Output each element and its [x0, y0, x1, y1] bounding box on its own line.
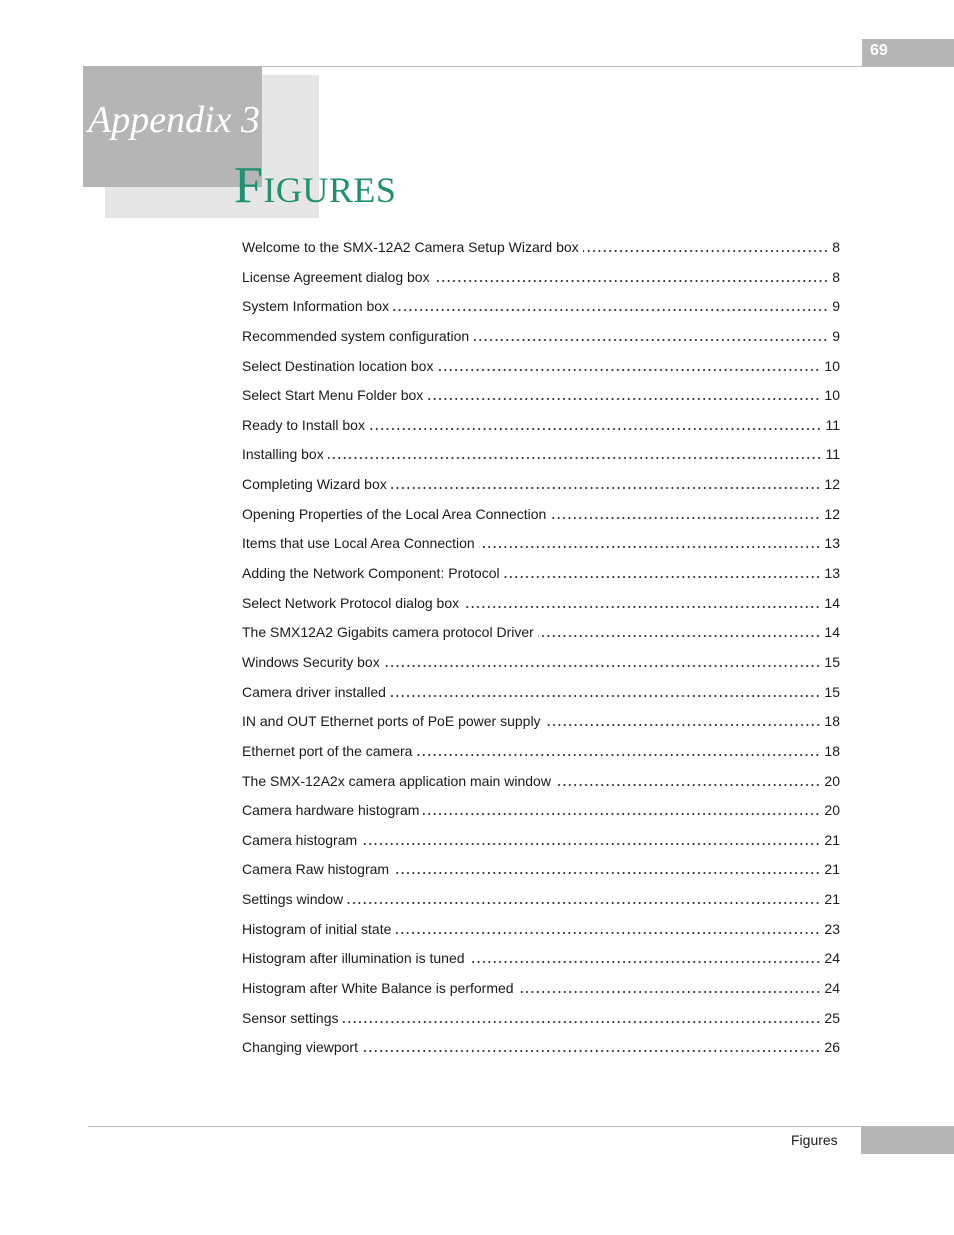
toc-entry-page: 11: [825, 446, 840, 463]
dot-leader: [384, 655, 821, 669]
dot-leader: [361, 833, 820, 847]
toc-entry-label: Settings window: [242, 891, 344, 908]
toc-entry[interactable]: [242, 263, 840, 293]
footer-tab: [861, 1127, 954, 1154]
dot-leader: [347, 892, 820, 906]
toc-entry-page: 11: [825, 416, 840, 433]
toc-entry-page: 12: [824, 476, 840, 493]
toc-entry-label: Completing Wizard box: [242, 476, 387, 493]
chapter-title: Figures: [234, 157, 397, 214]
toc-entry-page: 18: [824, 713, 840, 730]
dot-leader: [391, 477, 821, 491]
toc-entry-label: Select Destination location box: [242, 357, 434, 374]
dot-leader: [390, 685, 820, 699]
toc-entry-page: 13: [824, 535, 840, 552]
toc-entry[interactable]: [242, 737, 840, 767]
footer-section-label: Figures: [791, 1132, 838, 1148]
dot-leader: [423, 803, 820, 817]
toc-entry[interactable]: [242, 411, 840, 441]
dot-leader: [583, 240, 829, 254]
toc-entry[interactable]: [242, 855, 840, 885]
toc-entry[interactable]: [242, 707, 840, 737]
toc-entry-label: Histogram after illumination is tuned: [242, 950, 465, 967]
toc-entry[interactable]: [242, 233, 840, 263]
toc-entry-page: 10: [824, 357, 840, 374]
toc-entry-page: 8: [832, 268, 840, 285]
toc-entry-label: Items that use Local Area Connection: [242, 535, 475, 552]
toc-entry-page: 26: [824, 1039, 840, 1056]
dot-leader: [479, 536, 821, 550]
toc-entry[interactable]: [242, 559, 840, 589]
toc-entry-page: 20: [824, 772, 840, 789]
toc-entry-page: 18: [824, 742, 840, 759]
figures-list: [242, 233, 840, 1063]
toc-entry[interactable]: [242, 915, 840, 945]
dot-leader: [555, 774, 820, 788]
footer-rule: [88, 1126, 954, 1127]
dot-leader: [395, 922, 820, 936]
toc-entry-label: Welcome to the SMX-12A2 Camera Setup Wizard box: [242, 239, 579, 255]
toc-entry-label: Ethernet port of the camera: [242, 742, 413, 759]
toc-entry-label: Histogram after White Balance is performed: [242, 980, 514, 997]
toc-entry-label: Changing viewport: [242, 1039, 358, 1056]
toc-entry-page: 12: [824, 505, 840, 522]
dot-leader: [469, 951, 821, 965]
toc-entry[interactable]: [242, 767, 840, 797]
toc-entry[interactable]: [242, 381, 840, 411]
toc-entry[interactable]: [242, 322, 840, 352]
dot-leader: [393, 862, 820, 876]
toc-entry[interactable]: [242, 974, 840, 1004]
toc-entry[interactable]: [242, 826, 840, 856]
toc-entry-label: Ready to Install box: [242, 416, 365, 433]
dot-leader: [437, 359, 820, 373]
dot-leader: [545, 714, 821, 728]
toc-entry[interactable]: [242, 1033, 840, 1063]
toc-entry-label: License Agreement dialog box: [242, 268, 430, 285]
toc-entry[interactable]: [242, 352, 840, 382]
toc-entry-label: Installing box: [242, 446, 324, 463]
toc-entry-label: Camera hardware histogram: [242, 802, 420, 819]
toc-entry-label: Opening Properties of the Local Area Connection: [242, 505, 547, 522]
toc-entry-page: 14: [824, 624, 840, 641]
dot-leader: [343, 1011, 821, 1025]
toc-entry[interactable]: [242, 529, 840, 559]
toc-entry-label: Camera driver installed: [242, 683, 386, 700]
dot-leader: [416, 744, 820, 758]
toc-entry-page: 13: [824, 565, 840, 582]
toc-entry-label: The SMX-12A2x camera application main window: [242, 772, 551, 789]
toc-entry-page: 21: [824, 831, 840, 848]
toc-entry-page: 20: [824, 802, 840, 819]
toc-entry-label: Camera Raw histogram: [242, 861, 390, 878]
dot-leader: [473, 329, 828, 343]
dot-leader: [504, 566, 821, 580]
dot-leader: [538, 625, 821, 639]
dot-leader: [328, 447, 822, 461]
toc-entry-label: Windows Security box: [242, 653, 380, 670]
dot-leader: [393, 299, 828, 313]
toc-entry-page: 24: [824, 980, 840, 997]
toc-entry[interactable]: [242, 618, 840, 648]
toc-entry[interactable]: [242, 885, 840, 915]
toc-entry-label: Recommended system configuration: [242, 327, 470, 344]
toc-entry-page: 9: [832, 298, 840, 315]
dot-leader: [362, 1040, 820, 1054]
dot-leader: [434, 270, 829, 284]
toc-entry-label: Adding the Network Component: Protocol: [242, 565, 500, 582]
toc-entry-page: 8: [832, 239, 840, 255]
dot-leader: [463, 596, 820, 610]
toc-entry-page: 14: [824, 594, 840, 611]
toc-entry-page: 21: [824, 891, 840, 908]
appendix-title: Appendix 3: [88, 99, 261, 141]
toc-entry-page: 15: [824, 683, 840, 700]
toc-entry-label: Select Network Protocol dialog box: [242, 594, 460, 611]
toc-entry[interactable]: [242, 678, 840, 708]
toc-entry[interactable]: [242, 500, 840, 530]
dot-leader: [550, 507, 820, 521]
toc-entry-label: Sensor settings: [242, 1009, 339, 1026]
dot-leader: [427, 388, 820, 402]
toc-entry[interactable]: [242, 589, 840, 619]
toc-entry-page: 9: [832, 327, 840, 344]
toc-entry-label: Histogram of initial state: [242, 920, 392, 937]
toc-entry[interactable]: [242, 1004, 840, 1034]
toc-entry-page: 25: [824, 1009, 840, 1026]
toc-entry[interactable]: [242, 648, 840, 678]
dot-leader: [518, 981, 821, 995]
toc-entry[interactable]: [242, 470, 840, 500]
toc-entry-page: 24: [824, 950, 840, 967]
toc-entry-label: IN and OUT Ethernet ports of PoE power supply: [242, 713, 541, 730]
toc-entry-page: 10: [824, 387, 840, 404]
toc-entry-label: Select Start Menu Folder box: [242, 387, 424, 404]
toc-entry-label: Camera histogram: [242, 831, 358, 848]
toc-entry-page: 21: [824, 861, 840, 878]
toc-entry-page: 23: [824, 920, 840, 937]
dot-leader: [369, 418, 821, 432]
toc-entry[interactable]: [242, 440, 840, 470]
toc-entry-page: 15: [824, 653, 840, 670]
toc-entry[interactable]: [242, 944, 840, 974]
toc-entry-label: The SMX12A2 Gigabits camera protocol Driver: [242, 624, 534, 641]
toc-entry-label: System Information box: [242, 298, 390, 315]
page-number: 69: [870, 42, 888, 59]
toc-entry[interactable]: [242, 796, 840, 826]
toc-entry[interactable]: [242, 292, 840, 322]
